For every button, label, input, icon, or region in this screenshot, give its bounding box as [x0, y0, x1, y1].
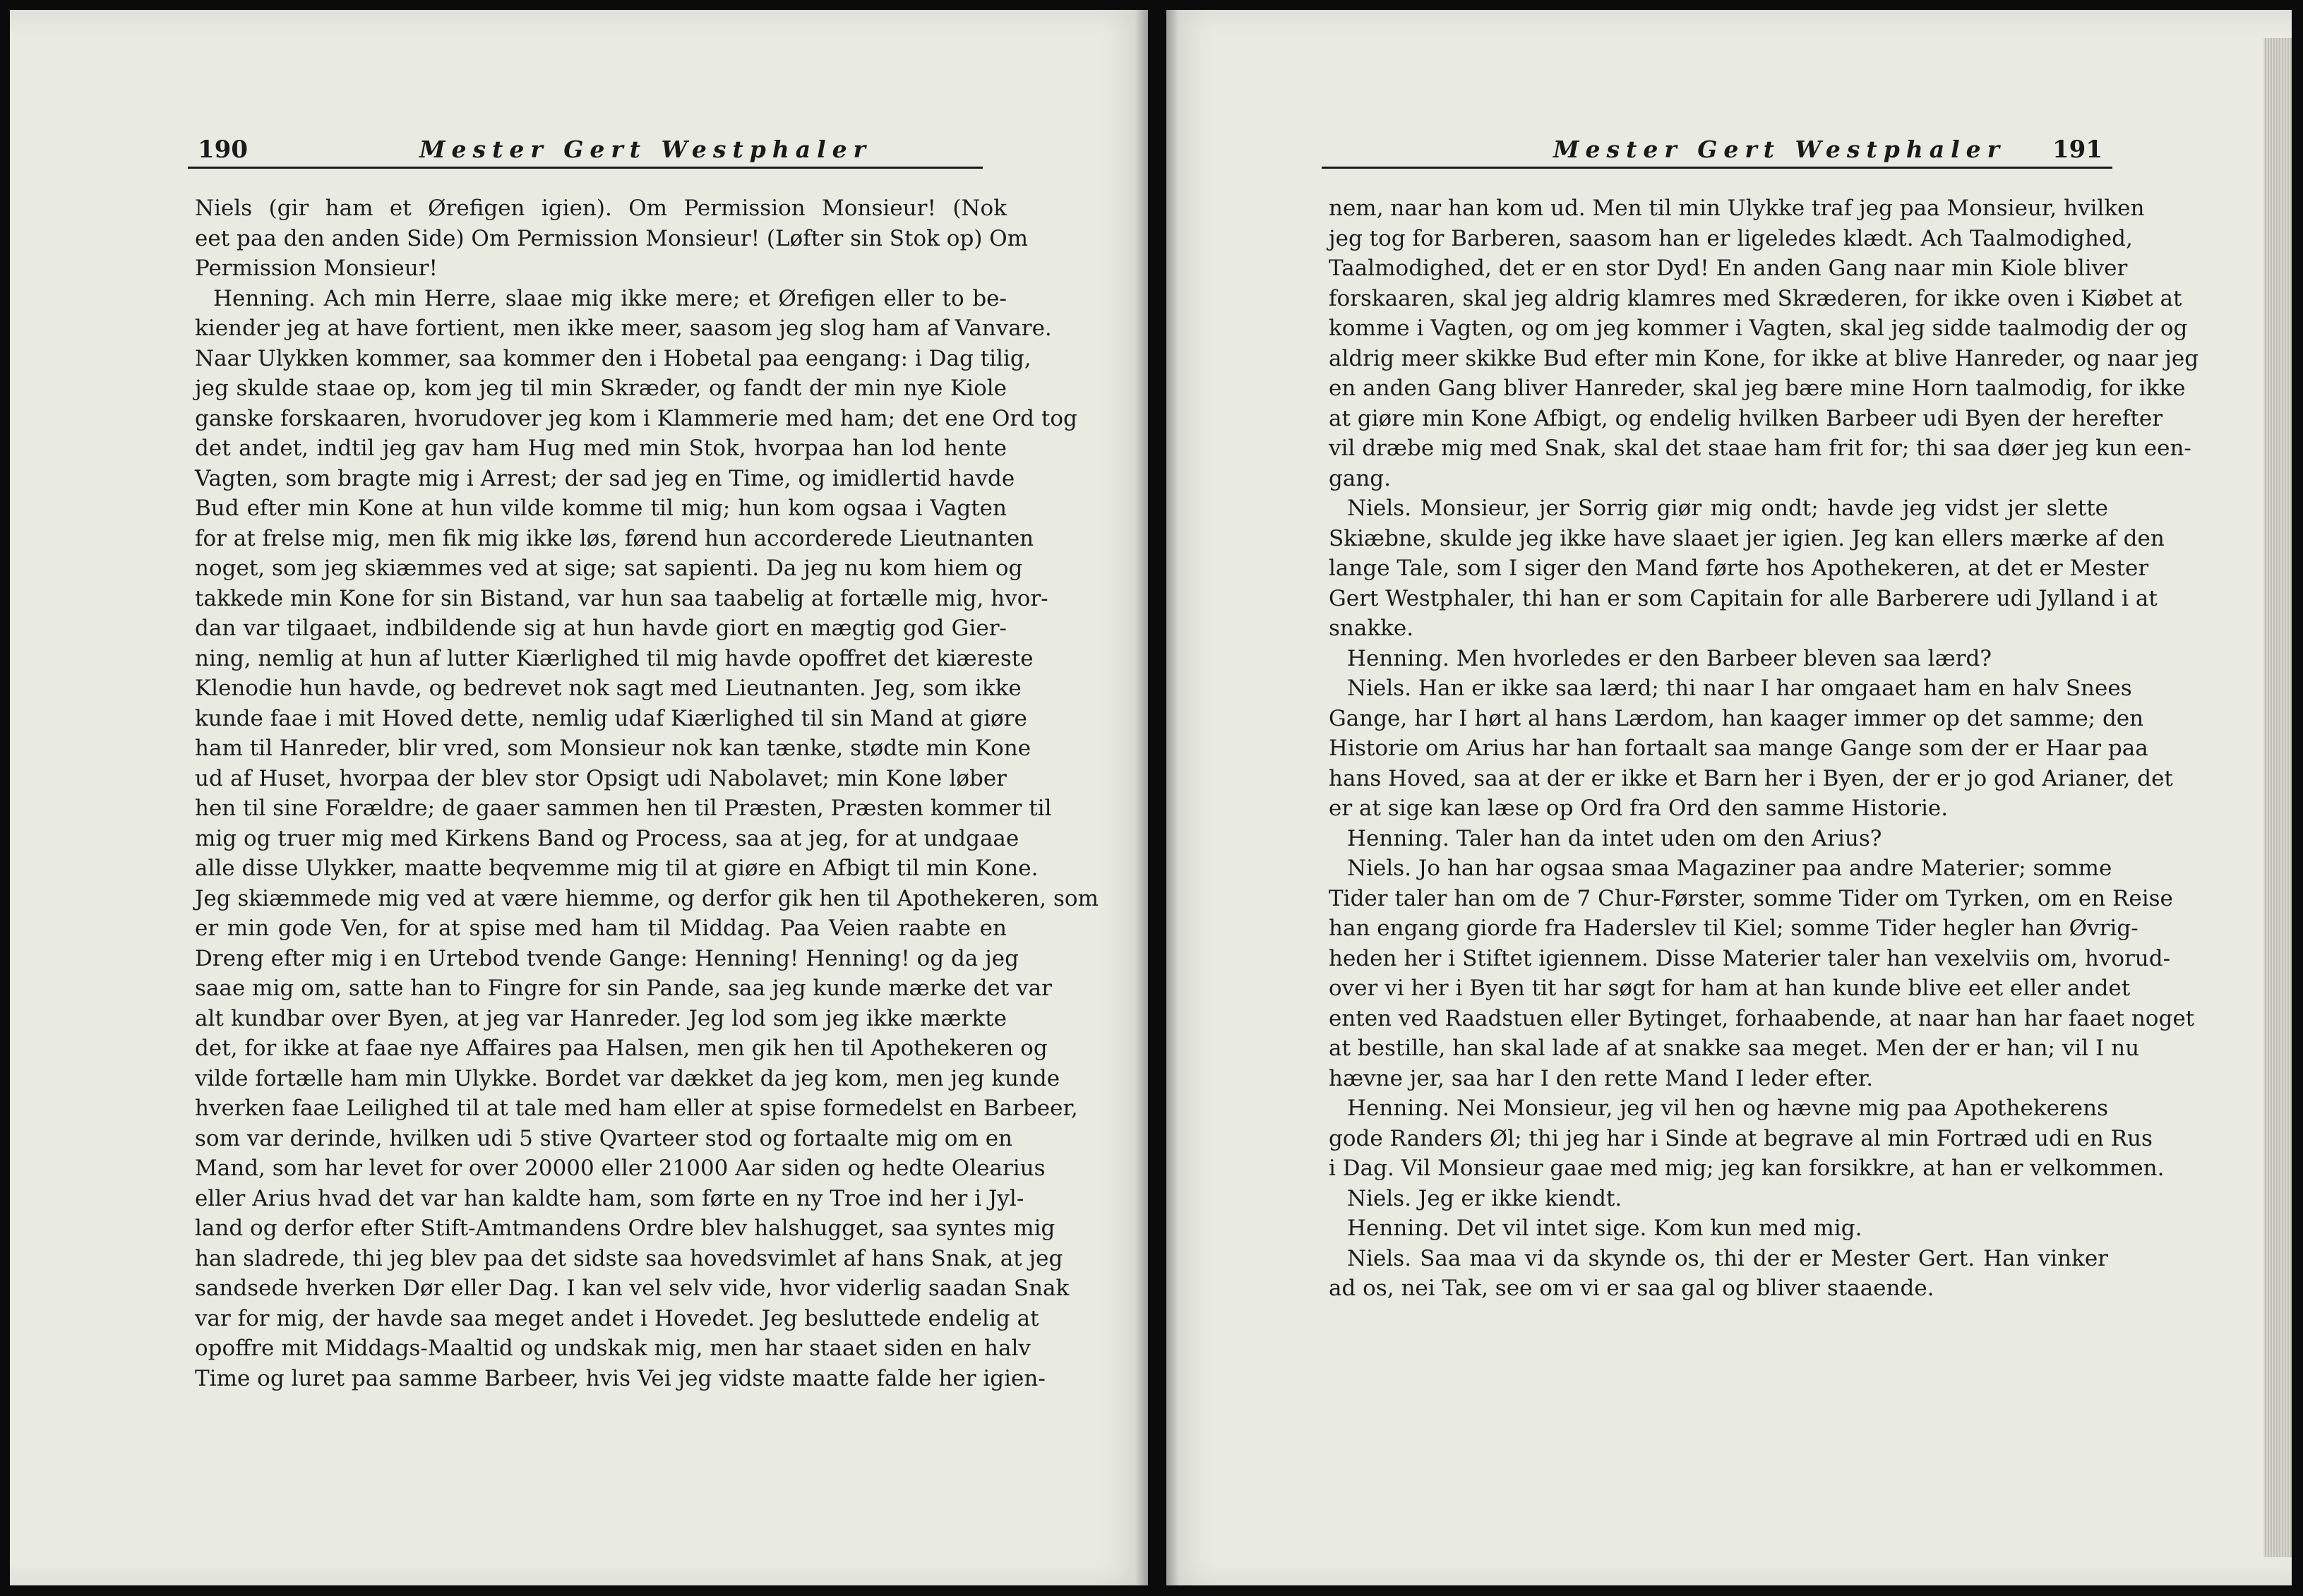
text-line: sandsede hverken Dør eller Dag. I kan vel selv vide, hvor viderlig saadan Snak	[195, 1276, 1070, 1301]
text-line: Permission Monsieur!	[195, 256, 438, 281]
text-line: gode Randers Øl; thi jeg har i Sinde at begrave al min Fortræd udi en Rus	[1329, 1125, 2153, 1151]
text-line: enten ved Raadstuen eller Bytinget, forhaabende, at naar han har faaet noget	[1329, 1005, 2195, 1031]
text-line: Tider taler han om de 7 Chur-Førster, somme Tider om Tyrken, om en Reise	[1329, 885, 2173, 911]
text-line: som var derinde, hvilken udi 5 stive Qvarteer stod og fortaalte mig om en	[195, 1125, 1013, 1151]
running-header	[1322, 136, 2112, 169]
text-line: takkede min Kone for sin Bistand, var hun saa taabelig at fortælle mig, hvor-	[195, 585, 1048, 611]
text-line: jeg tog for Barberen, saasom han er ligeledes klædt. Ach Taalmodighed,	[1329, 225, 2133, 251]
text-line: over vi her i Byen tit har søgt for ham at han kunde blive eet eller andet	[1329, 976, 2131, 1001]
text-line: Dreng efter mig i en Urtebod tvende Gange: Henning! Henning! og da jeg	[195, 945, 1019, 971]
text-line: Henning. Ach min Herre, slaae mig ikke mere; et Ørefigen eller to be-	[213, 285, 1007, 311]
text-line: lange Tale, som I siger den Mand førte hos Apothekeren, at det er Mester	[1329, 556, 2149, 581]
text-line: jeg skulde staae op, kom jeg til min Skræder, og fandt der min nye Kiole	[195, 376, 1007, 401]
text-line: eet paa den anden Side) Om Permission Monsieur! (Løfter sin Stok op) Om	[195, 225, 1029, 251]
text-line: Niels. Monsieur, jer Sorrig giør mig ondt; havde jeg vidst jer slette	[1347, 496, 2108, 521]
text-line: komme i Vagten, og om jeg kommer i Vagten, skal jeg sidde taalmodig der og	[1329, 316, 2188, 341]
text-line: var for mig, der havde saa meget andet i Hovedet. Jeg besluttede endelig at	[195, 1305, 1039, 1331]
text-line: Taalmodighed, det er en stor Dyd! En anden Gang naar min Kiole bliver	[1329, 256, 2128, 281]
text-line: for at frelse mig, men fik mig ikke løs, førend hun accorderede Lieutnanten	[195, 525, 1034, 551]
text-line: Bud efter min Kone at hun vilde komme til mig; hun kom ogsaa i Vagten	[195, 496, 1007, 521]
text-line: at giøre min Kone Afbigt, og endelig hvilken Barbeer udi Byen der herefter	[1329, 405, 2163, 431]
text-line: hans Hoved, saa at der er ikke et Barn her i Byen, der er jo god Arianer, det	[1329, 765, 2173, 791]
text-line: Mand, som har levet for over 20000 eller 21000 Aar siden og hedte Olearius	[195, 1156, 1046, 1181]
text-line: kunde faae i mit Hoved dette, nemlig udaf Kiærlighed til sin Mand at giøre	[195, 705, 1027, 731]
text-line: Niels. Han er ikke saa lærd; thi naar I har omgaaet ham en halv Snees	[1347, 676, 2132, 701]
text-line: vilde fortælle ham min Ulykke. Bordet var dækket da jeg kom, men jeg kunde	[195, 1065, 1060, 1091]
page-body-text	[195, 193, 1099, 1393]
text-line: Gange, har I hørt al hans Lærdom, han kaager immer op det samme; den	[1329, 705, 2144, 731]
running-head-title: Mester Gert Westphaler	[1553, 136, 2006, 163]
text-line: ham til Hanreder, blir vred, som Monsieur nok kan tænke, stødte min Kone	[195, 736, 1031, 761]
left-page	[10, 10, 1148, 1585]
running-header	[188, 136, 983, 169]
text-line: Naar Ulykken kommer, saa kommer den i Hobetal paa eengang: i Dag tilig,	[195, 345, 1031, 371]
text-line: alle disse Ulykker, maatte beqvemme mig til at giøre en Afbigt til min Kone.	[195, 856, 1039, 881]
text-line: snakke.	[1329, 616, 1414, 641]
text-line: Vagten, som bragte mig i Arrest; der sad jeg en Time, og imidlertid havde	[195, 465, 1015, 491]
text-line: det, for ikke at faae nye Affaires paa Halsen, men gik hen til Apothekeren og	[195, 1036, 1048, 1061]
text-line: kiender jeg at have fortient, men ikke meer, saasom jeg slog ham af Vanvare.	[195, 316, 1052, 341]
text-line: Henning. Nei Monsieur, jeg vil hen og hævne mig paa Apothekerens	[1347, 1096, 2108, 1121]
text-line: det andet, indtil jeg gav ham Hug med min Stok, hvorpaa han lod hente	[195, 436, 1007, 461]
text-line: Niels (gir ham et Ørefigen igien). Om Permission Monsieur! (Nok	[195, 196, 1007, 221]
text-line: Skiæbne, skulde jeg ikke have slaaet jer igien. Jeg kan ellers mærke af den	[1329, 525, 2165, 551]
text-line: heden her i Stiftet igiennem. Disse Materier taler han vexelviis om, hvorud-	[1329, 945, 2171, 971]
page-number: 190	[198, 136, 248, 164]
text-line: vil dræbe mig med Snak, skal det staae ham frit for; thi saa døer jeg kun een-	[1329, 436, 2191, 461]
text-line: mig og truer mig med Kirkens Band og Process, saa at jeg, for at undgaae	[195, 825, 1019, 851]
text-line: dan var tilgaaet, indbildende sig at hun havde giort en mægtig god Gier-	[195, 616, 1007, 641]
text-line: ning, nemlig at hun af lutter Kiærlighed til mig havde opoffret det kiæreste	[195, 645, 1034, 671]
text-line: ganske forskaaren, hvorudover jeg kom i Klammerie med ham; det ene Ord tog	[195, 405, 1077, 431]
text-line: Jeg skiæmmede mig ved at være hiemme, og derfor gik hen til Apothekeren, som	[195, 885, 1099, 911]
right-page	[1166, 10, 2292, 1585]
text-line: gang.	[1329, 465, 1391, 491]
text-line: Klenodie hun havde, og bedrevet nok sagt med Lieutnanten. Jeg, som ikke	[195, 676, 1022, 701]
text-line: Henning. Det vil intet sige. Kom kun med mig.	[1347, 1216, 1862, 1241]
text-line: en anden Gang bliver Hanreder, skal jeg bære mine Horn taalmodig, for ikke	[1329, 376, 2186, 401]
text-line: i Dag. Vil Monsieur gaae med mig; jeg kan forsikkre, at han er velkommen.	[1329, 1156, 2165, 1181]
page-edge-stack	[2263, 38, 2292, 1557]
text-line: Niels. Jo han har ogsaa smaa Magaziner paa andre Materier; somme	[1347, 856, 2112, 881]
text-line: hverken faae Leilighed til at tale med ham eller at spise formedelst en Barbeer,	[195, 1096, 1078, 1121]
text-line: han engang giorde fra Haderslev til Kiel; somme Tider hegler han Øvrig-	[1329, 916, 2138, 941]
text-line: alt kundbar over Byen, at jeg var Hanreder. Jeg lod som jeg ikke mærkte	[195, 1005, 1007, 1031]
text-line: hen til sine Forældre; de gaaer sammen hen til Præsten, Præsten kommer til	[195, 796, 1052, 821]
text-line: opoffre mit Middags-Maaltid og undskak mig, men har staaet siden en halv	[195, 1336, 1031, 1361]
text-line: er min gode Ven, for at spise med ham til Middag. Paa Veien raabte en	[195, 916, 1007, 941]
text-line: Niels. Saa maa vi da skynde os, thi der er Mester Gert. Han vinker	[1347, 1245, 2108, 1271]
text-line: Time og luret paa samme Barbeer, hvis Vei jeg vidste maatte falde her igien-	[195, 1365, 1046, 1391]
running-head-title: Mester Gert Westphaler	[419, 136, 873, 163]
text-line: Henning. Taler han da intet uden om den Arius?	[1347, 825, 1882, 851]
text-line: noget, som jeg skiæmmes ved at sige; sat sapienti. Da jeg nu kom hiem og	[195, 556, 1023, 581]
text-line: nem, naar han kom ud. Men til min Ulykke traf jeg paa Monsieur, hvilken	[1329, 196, 2145, 221]
text-line: land og derfor efter Stift-Amtmandens Ordre blev halshugget, saa syntes mig	[195, 1216, 1055, 1241]
text-line: Gert Westphaler, thi han er som Capitain for alle Barberere udi Jylland i at	[1329, 585, 2158, 611]
text-line: er at sige kan læse op Ord fra Ord den samme Historie.	[1329, 796, 1949, 821]
page-body-text	[1329, 193, 2199, 1304]
spine-shadow	[1135, 10, 1148, 1585]
text-line: ad os, nei Tak, see om vi er saa gal og bliver staaende.	[1329, 1276, 1934, 1301]
text-line: ud af Huset, hvorpaa der blev stor Opsigt udi Nabolavet; min Kone løber	[195, 765, 1007, 791]
page-number: 191	[2052, 136, 2102, 164]
text-line: han sladrede, thi jeg blev paa det sidste saa hovedsvimlet af hans Snak, at jeg	[195, 1245, 1063, 1271]
text-line: eller Arius hvad det var han kaldte ham, som førte en ny Troe ind her i Jyl-	[195, 1185, 1024, 1211]
text-line: hævne jer, saa har I den rette Mand I leder efter.	[1329, 1065, 1874, 1091]
text-line: saae mig om, satte han to Fingre for sin Pande, saa jeg kunde mærke det var	[195, 976, 1052, 1001]
text-line: Henning. Men hvorledes er den Barbeer bleven saa lærd?	[1347, 645, 1992, 671]
text-line: Historie om Arius har han fortaalt saa mange Gange som der er Haar paa	[1329, 736, 2148, 761]
text-line: at bestille, han skal lade af at snakke saa meget. Men der er han; vil I nu	[1329, 1036, 2140, 1061]
text-line: aldrig meer skikke Bud efter min Kone, for ikke at blive Hanreder, og naar jeg	[1329, 345, 2199, 371]
text-line: Niels. Jeg er ikke kiendt.	[1347, 1185, 1622, 1211]
spine-shadow	[1166, 10, 1179, 1585]
text-line: forskaaren, skal jeg aldrig klamres med Skræderen, for ikke oven i Kiøbet at	[1329, 285, 2182, 311]
